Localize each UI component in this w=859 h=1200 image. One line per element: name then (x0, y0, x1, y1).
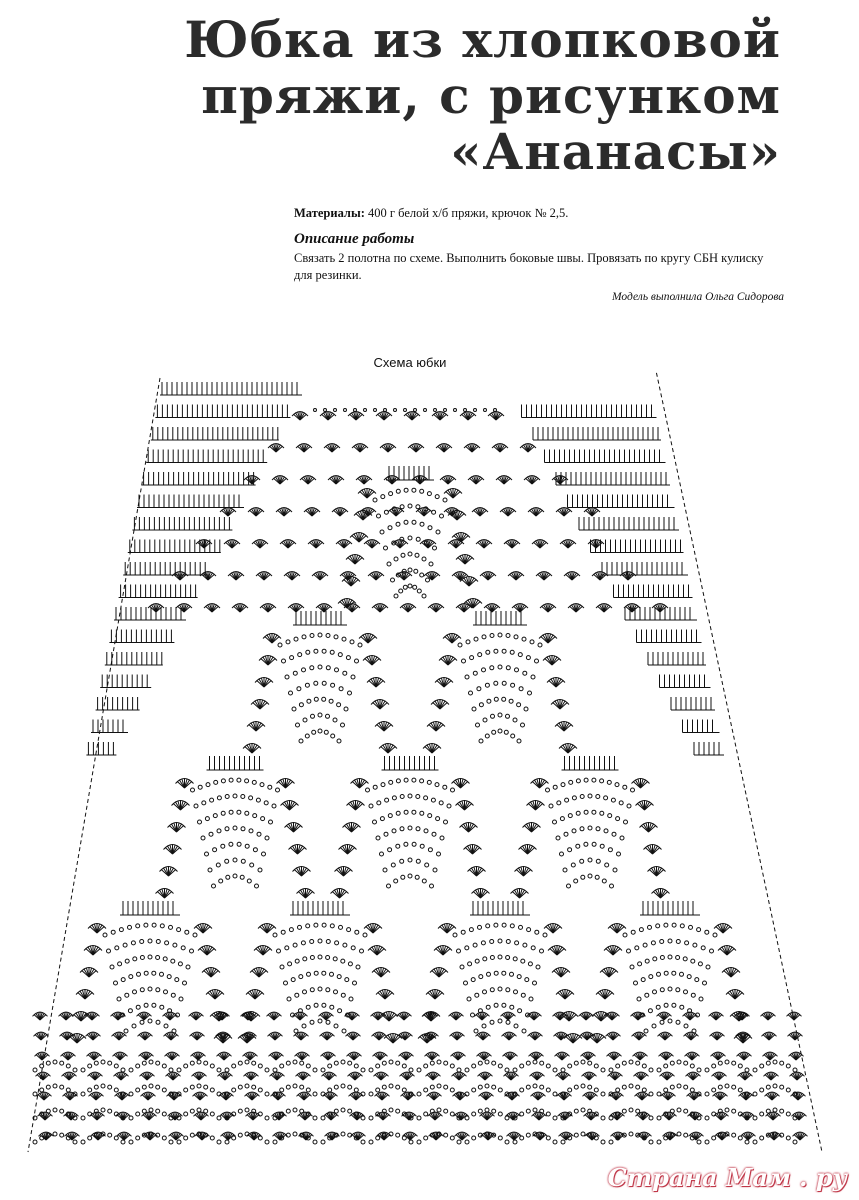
scheme-title: Схема юбки (373, 355, 447, 370)
author-credit: Модель выполнила Ольга Сидорова (612, 291, 784, 303)
watermark-logo: Страна Мам . ру (607, 1163, 847, 1192)
materials-line (294, 205, 784, 222)
crochet-chart (0, 370, 859, 1170)
materials-text: 400 г белой х/б пряжи, крючок № 2,5. (364, 206, 569, 220)
materials-label: Материалы: (294, 206, 365, 220)
info-block (294, 205, 784, 306)
description-text: Связать 2 полотна по схеме. Выполнить боковые швы. Провязать по кругу СБН кулиску для резинки. (294, 251, 764, 282)
title-line-2: пряжи, с рисунком (201, 66, 781, 125)
title-line-3: «Ананасы» (450, 122, 781, 181)
description-heading: Описание работы (294, 231, 415, 247)
title-line-1: Юбка из хлопковой (184, 10, 781, 69)
page-title (161, 12, 781, 180)
